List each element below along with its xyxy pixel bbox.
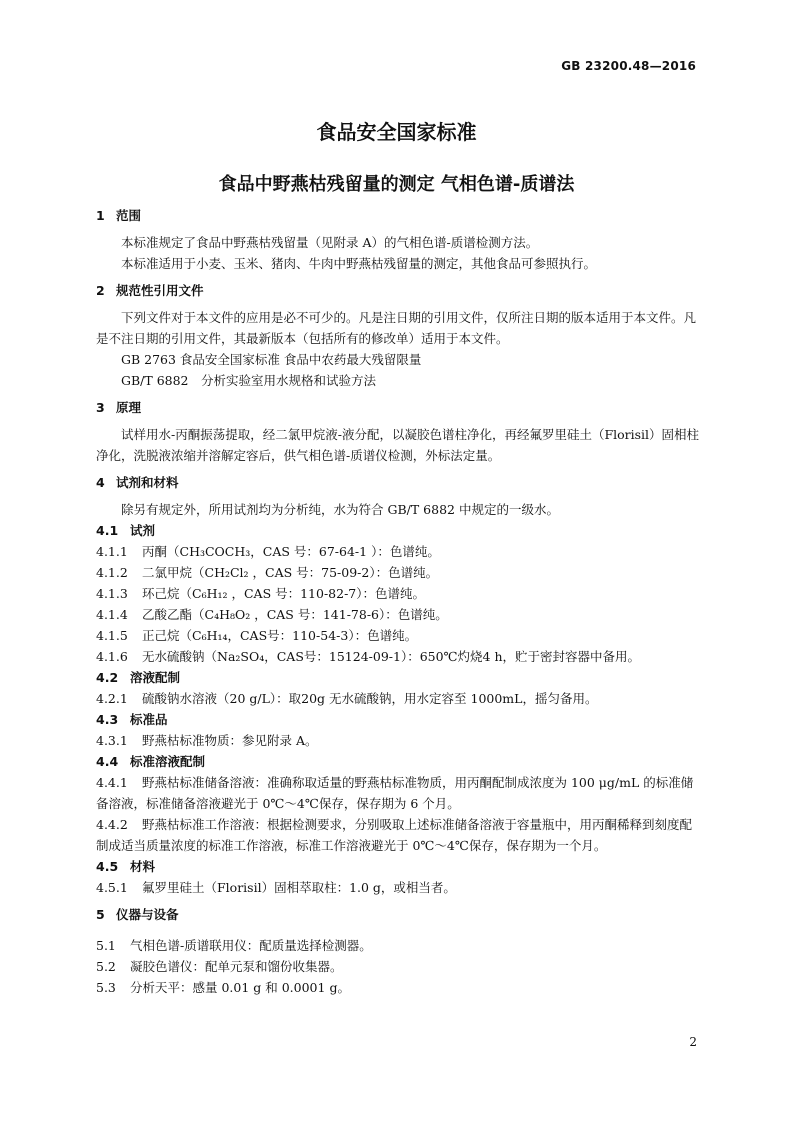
page-number: 2	[689, 1035, 697, 1049]
subsection-4-4-heading: 4.4 标准溶液配制	[96, 754, 206, 769]
subsection-4-1-heading: 4.1 试剂	[96, 523, 156, 538]
list-item: 4.2.1 硫酸钠水溶液（20 g/L）：取20g 无水硫酸钠，用水定容至 1000mL，摇匀备用。	[96, 691, 598, 706]
section-1-paragraph: 本标准适用于小麦、玉米、猪肉、牛肉中野燕枯残留量的测定，其他食品可参照执行。	[121, 256, 597, 271]
document-title: 食品安全国家标准	[316, 120, 477, 144]
list-item: 4.3.1 野燕枯标准物质：参见附录 A。	[96, 733, 318, 748]
list-item: 4.4.1 野燕枯标准储备溶液：准确称取适量的野燕枯标准物质，用丙酮配制成浓度为 100 μg/mL 的标准储备溶液，标准储备溶液避光于 0℃～4℃保存，保存期为 6 个月。	[96, 775, 694, 811]
section-1-heading: 1 范围	[96, 208, 142, 223]
reference-item: GB/T 6882 分析实验室用水规格和试验方法	[121, 373, 377, 388]
section-2-paragraph: 下列文件对于本文件的应用是必不可少的。凡是注日期的引用文件，仅所注日期的版本适用于本文件。凡是不注日期的引用文件，其最新版本（包括所有的修改单）适用于本文件。	[96, 310, 697, 346]
list-item: 5.3 分析天平：感量 0.01 g 和 0.0001 g。	[96, 980, 350, 995]
reference-item: GB 2763 食品安全国家标准 食品中农药最大残留限量	[121, 352, 422, 367]
section-3-paragraph: 试样用水-丙酮振荡提取，经二氯甲烷液-液分配，以凝胶色谱柱净化，再经氟罗里硅土（Florisil）固相柱净化，洗脱液浓缩并溶解定容后，供气相色谱-质谱仪检测，外标法定量。	[96, 427, 700, 463]
list-item: 4.1.5 正己烷（C₆H₁₄，CAS号：110-54-3）：色谱纯。	[96, 628, 418, 643]
document-subtitle: 食品中野燕枯残留量的测定 气相色谱-质谱法	[218, 174, 575, 195]
section-1-paragraph: 本标准规定了食品中野燕枯残留量（见附录 A）的气相色谱-质谱检测方法。	[121, 235, 539, 250]
list-item: 5.2 凝胶色谱仪：配单元泵和馏份收集器。	[96, 959, 343, 974]
list-item: 4.1.4 乙酸乙酯（C₄H₈O₂ ，CAS 号：141-78-6）：色谱纯。	[96, 607, 448, 622]
standard-number: GB 23200.48—2016	[561, 59, 696, 73]
subsection-4-3-heading: 4.3 标准品	[96, 712, 168, 727]
document-body	[96, 205, 700, 998]
section-5-heading: 5 仪器与设备	[96, 907, 179, 922]
section-4-paragraph: 除另有规定外，所用试剂均为分析纯，水为符合 GB/T 6882 中规定的一级水。	[121, 502, 559, 517]
list-item: 4.1.6 无水硫酸钠（Na₂SO₄，CAS号：15124-09-1）：650℃灼烧4 h，贮于密封容器中备用。	[96, 649, 641, 664]
subsection-4-2-heading: 4.2 溶液配制	[96, 670, 181, 685]
section-2-heading: 2 规范性引用文件	[96, 283, 204, 298]
section-3-heading: 3 原理	[96, 400, 142, 415]
list-item: 4.1.2 二氯甲烷（CH₂Cl₂ ，CAS 号：75-09-2）：色谱纯。	[96, 565, 439, 580]
list-item: 5.1 气相色谱-质谱联用仪：配质量选择检测器。	[96, 938, 372, 953]
section-4-heading: 4 试剂和材料	[96, 475, 179, 490]
list-item: 4.1.1 丙酮（CH₃COCH₃，CAS 号：67-64-1 ）：色谱纯。	[96, 544, 440, 559]
subsection-4-5-heading: 4.5 材料	[96, 859, 156, 874]
list-item: 4.1.3 环己烷（C₆H₁₂ ，CAS 号：110-82-7）：色谱纯。	[96, 586, 426, 601]
list-item: 4.5.1 氟罗里硅土（Florisil）固相萃取柱：1.0 g，或相当者。	[96, 880, 456, 895]
list-item: 4.4.2 野燕枯标准工作溶液：根据检测要求，分别吸取上述标准储备溶液于容量瓶中，用丙酮稀释到刻度配制成适当质量浓度的标准工作溶液，标准工作溶液避光于 0℃～4℃保存，保存期为一个月。	[96, 817, 693, 853]
